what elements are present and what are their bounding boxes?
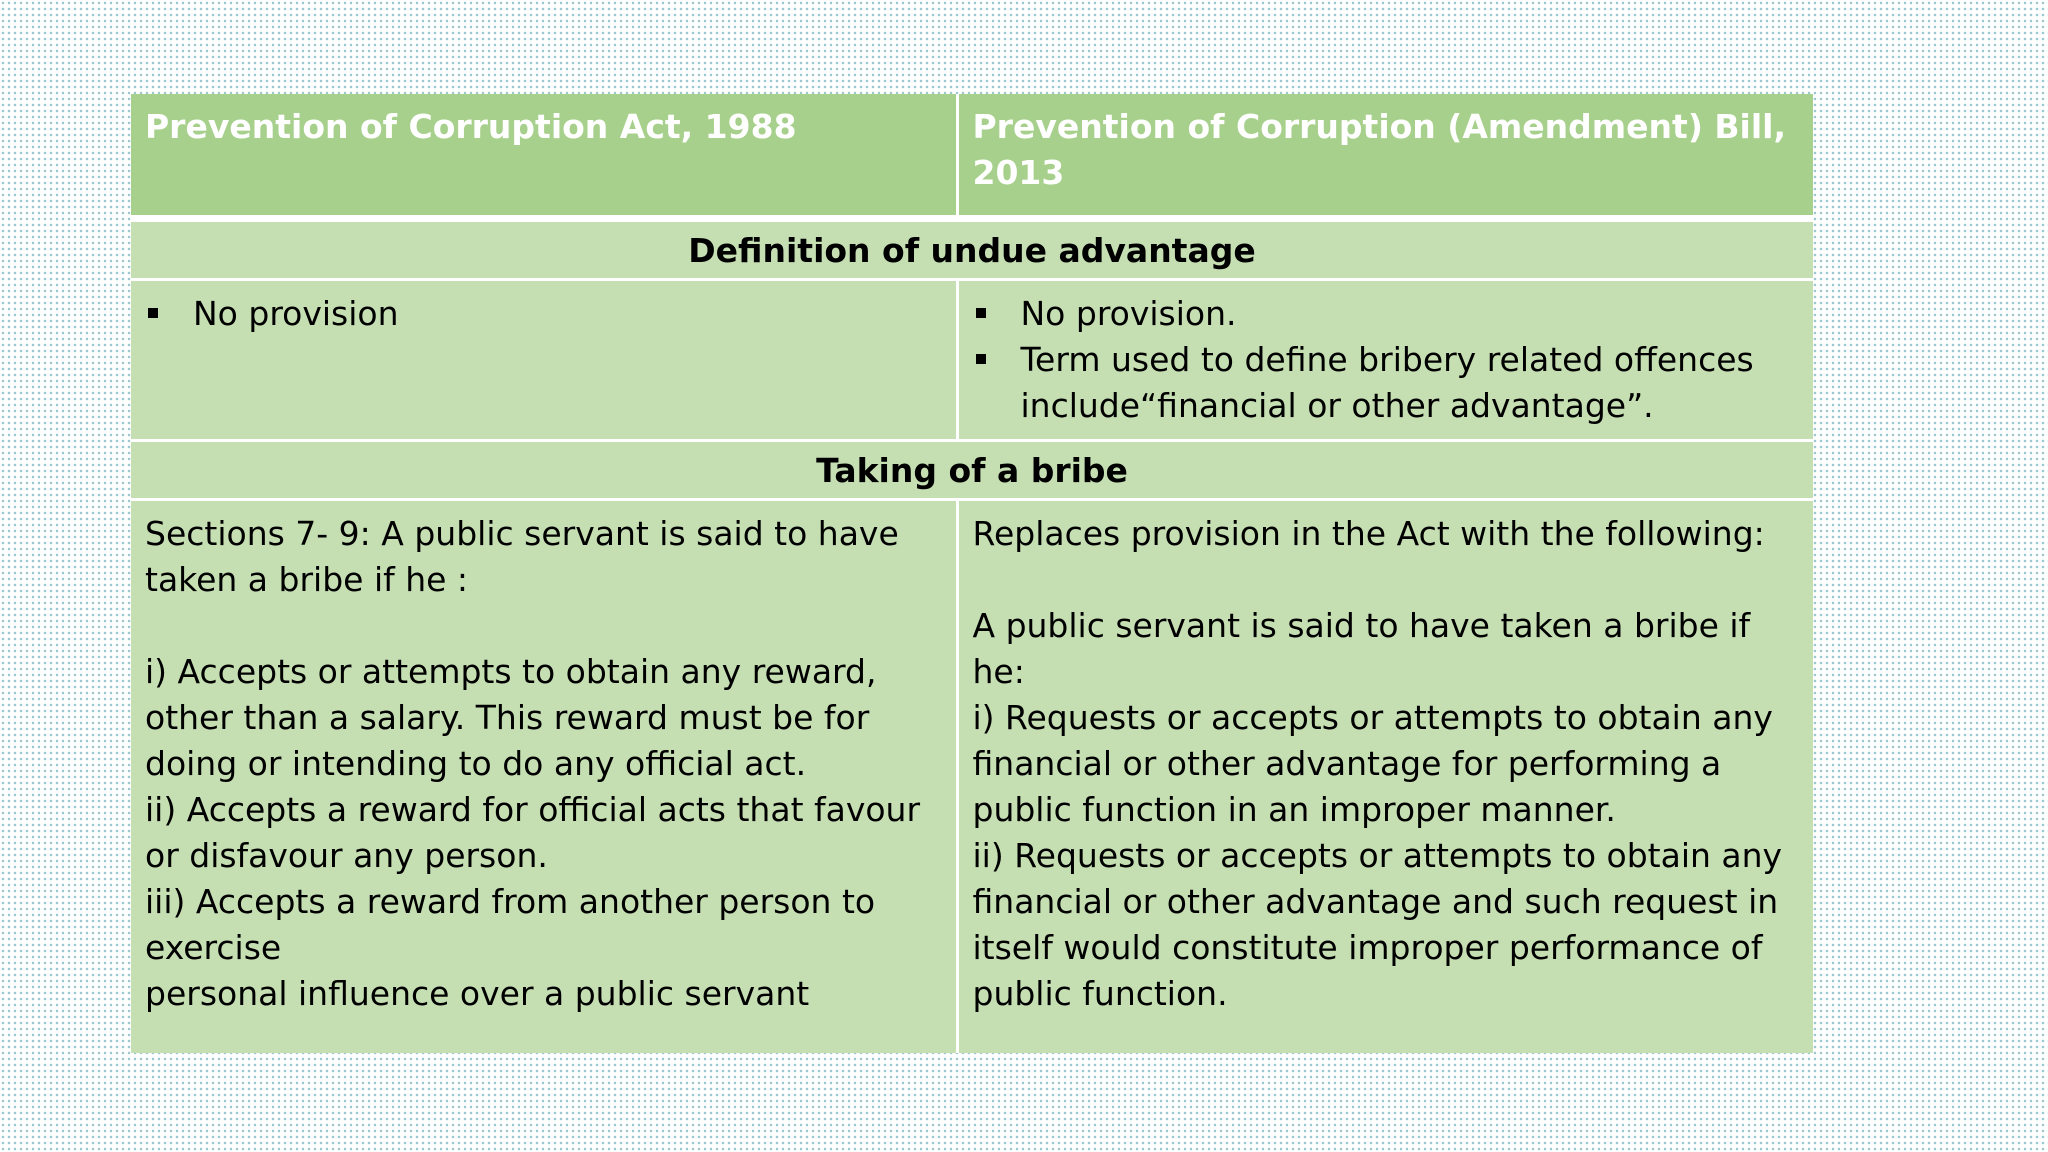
act-undue-advantage-cell bbox=[131, 280, 957, 441]
section-heading-row bbox=[131, 219, 1813, 280]
bullet-list bbox=[145, 291, 942, 337]
header-act-1988: Prevention of Corruption Act, 1988 bbox=[131, 94, 957, 219]
list-item: No provision bbox=[145, 291, 942, 337]
bill-bribe-cell bbox=[957, 500, 1813, 1054]
header-amendment-bill-2013: Prevention of Corruption (Amendment) Bill, 2013 bbox=[957, 94, 1813, 219]
list-item: No provision. bbox=[973, 291, 1800, 337]
section-title-undue-advantage: Definition of undue advantage bbox=[131, 219, 1813, 280]
act-bribe-text: Sections 7- 9: A public servant is said to have taken a bribe if he : i) Accepts or attempts to obtain any reward, other than a salary. This reward must be for doing or intending to do any official act. ii) Accepts a reward for official acts that favour or disfavour any person. iii) Accepts a reward from another person to exercise personal influence over a public servant bbox=[145, 514, 921, 1013]
comparison-table bbox=[131, 94, 1813, 1053]
bill-bribe-text: Replaces provision in the Act with the following: A public servant is said to have taken a bribe if he: i) Requests or accepts or attempts to obtain any financial or other advantage for performing a public function in an improper manner. ii) Requests or accepts or attempts to obtain any financial or other advantage and such request in itself would constitute improper performance of public function. bbox=[972, 514, 1783, 1013]
bullet-list bbox=[973, 291, 1800, 429]
section-title-taking-bribe: Taking of a bribe bbox=[131, 441, 1813, 500]
table-row bbox=[131, 500, 1813, 1054]
table-header-row bbox=[131, 94, 1813, 219]
bill-undue-advantage-cell bbox=[957, 280, 1813, 441]
section-heading-row bbox=[131, 441, 1813, 500]
act-bribe-cell bbox=[131, 500, 957, 1054]
table-row bbox=[131, 280, 1813, 441]
list-item: Term used to define bribery related offences include“financial or other advantage”. bbox=[973, 337, 1800, 429]
